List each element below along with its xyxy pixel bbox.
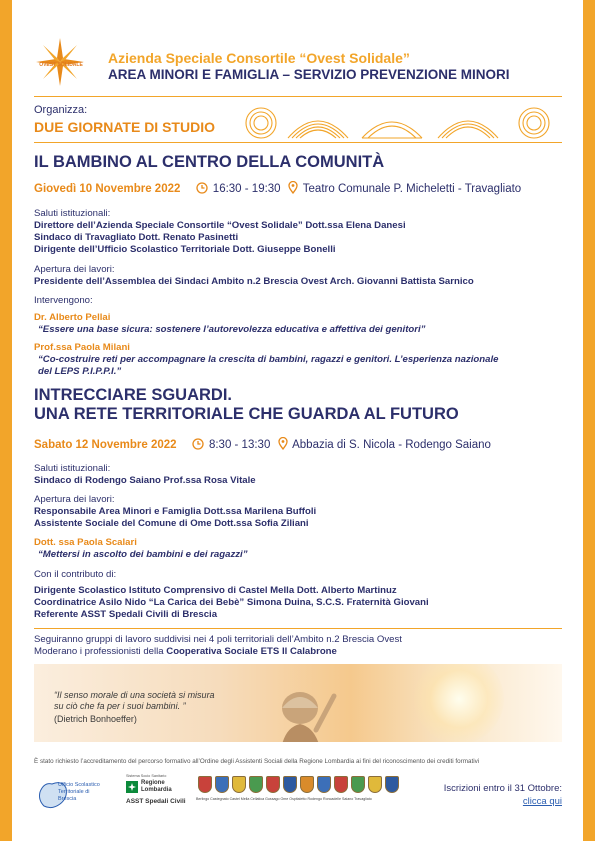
closing-line [34, 646, 562, 658]
divider [34, 142, 562, 143]
decorative-arches-icon [244, 106, 564, 140]
day1-intervengono [34, 295, 562, 307]
crest-icon [249, 776, 263, 793]
flyer-page [22, 0, 573, 841]
regione-rose-icon [126, 781, 138, 793]
day1-place: Teatro Comunale P. Micheletti - Travagliato [302, 183, 522, 195]
saluti-item: Dirigente dell’Ufficio Scolastico Territoriale Dott. Giuseppe Bonelli [34, 244, 336, 255]
crest-icon [368, 776, 382, 793]
apertura-label: Apertura dei lavori: [34, 494, 115, 505]
child-silhouette-icon [272, 678, 342, 742]
logo-text: OVEST SOLIDALE [39, 62, 83, 68]
location-pin-icon [278, 437, 288, 450]
ust-brescia-logo [36, 774, 106, 816]
child-sunset-photo [34, 664, 562, 742]
regione-small-text: Sistema Socio Sanitario [126, 774, 167, 778]
quote-text [54, 690, 215, 712]
municipality-crests [198, 776, 399, 793]
clock-icon [192, 438, 204, 450]
day1-speaker2 [34, 342, 562, 378]
crest-icon [300, 776, 314, 793]
day2-time: 8:30 - 13:30 [208, 439, 271, 451]
organizza-label: Organizza: [34, 104, 88, 116]
speaker-name: Dr. Alberto Pellai [34, 312, 111, 323]
crest-icon [215, 776, 229, 793]
asst-logo-text: ASST Spedali Civili [126, 798, 186, 805]
day2-title-line2: UNA RETE TERRITORIALE CHE GUARDA AL FUTURO [34, 405, 459, 423]
quote-author: (Dietrich Bonhoeffer) [54, 714, 137, 724]
day1-dateline [34, 181, 521, 195]
day2-contributo [34, 569, 562, 621]
contributo-item: Dirigente Scolastico Istituto Comprensivo di Castel Mella Dott. Alberto Martinuz [34, 585, 397, 596]
day1-apertura [34, 264, 562, 288]
organization-department: AREA MINORI E FAMIGLIA – SERVIZIO PREVENZIONE MINORI [108, 67, 510, 82]
apertura-item: Assistente Sociale del Comune di Ome Dott.ssa Sofia Ziliani [34, 518, 309, 529]
contributo-item: Referente ASST Spedali Civili di Brescia [34, 609, 218, 620]
registration-info [430, 783, 562, 807]
registration-deadline: Iscrizioni entro il 31 Ottobre: [443, 783, 562, 794]
crest-icon [385, 776, 399, 793]
talk-title: “Essere una base sicura: sostenere l’autorevolezza educativa e affettiva dei genitori” [38, 324, 426, 335]
intervengono-label: Intervengono: [34, 295, 93, 306]
register-link[interactable]: clicca qui [522, 796, 562, 807]
divider [34, 96, 562, 97]
talk-title: “Mettersi in ascolto dei bambini e dei ragazzi” [38, 549, 248, 560]
left-orange-border [0, 0, 12, 841]
crest-icon [334, 776, 348, 793]
accreditation-note: È stato richiesto l’accreditamento del percorso formativo all’Ordine degli Assistenti Sociali della Regione Lombardia ai fini del riconoscimento dei crediti formativi [34, 758, 480, 765]
quote-line: su ciò che fa per i suoi bambini. ” [54, 701, 186, 711]
crest-icon [351, 776, 365, 793]
speaker-name: Dott. ssa Paola Scalari [34, 537, 137, 548]
saluti-item: Sindaco di Travagliato Dott. Renato Pasinetti [34, 232, 239, 243]
location-pin-icon [288, 181, 298, 194]
crest-icon [232, 776, 246, 793]
day1-date: Giovedì 10 Novembre 2022 [34, 183, 181, 195]
day2-saluti [34, 463, 562, 487]
contributo-label: Con il contributo di: [34, 569, 117, 580]
day2-apertura [34, 494, 562, 530]
day2-title-line1: INTRECCIARE SGUARDI. [34, 386, 233, 404]
talk-title: del LEPS P.I.P.P.I.” [38, 366, 122, 377]
municipality-names: Berlingo Castegnato Castel Mella Cellatica Gussago Ome Ospitaletto Rodengo Roncadelle Saiano Travagliato [196, 797, 372, 801]
ust-logo-text: Ufficio Scolastico Territoriale di Brescia [58, 782, 100, 802]
day2-speaker [34, 537, 562, 561]
day2-dateline [34, 437, 491, 451]
apertura-label: Apertura dei lavori: [34, 264, 115, 275]
regione-lombardia-logo [126, 774, 190, 818]
apertura-item: Presidente dell’Assemblea dei Sindaci Ambito n.2 Brescia Ovest Arch. Giovanni Battista Sarnico [34, 276, 474, 287]
crest-icon [317, 776, 331, 793]
day1-saluti [34, 208, 562, 256]
quote-line: “Il senso morale di una società si misura [54, 690, 215, 700]
crest-icon [198, 776, 212, 793]
day1-time: 16:30 - 19:30 [212, 183, 281, 195]
contributo-item: Coordinatrice Asilo Nido “La Carica dei Bebè” Simona Duina, S.C.S. Fraternità Giovani [34, 597, 429, 608]
event-heading: DUE GIORNATE DI STUDIO [34, 119, 215, 135]
day2-place: Abbazia di S. Nicola - Rodengo Saiano [292, 439, 491, 451]
organization-name: Azienda Speciale Consortile “Ovest Solidale” [108, 50, 410, 66]
day1-speaker1 [34, 312, 562, 336]
crest-icon [266, 776, 280, 793]
saluti-label: Saluti istituzionali: [34, 463, 111, 474]
apertura-item: Responsabile Area Minori e Famiglia Dott.ssa Marilena Buffoli [34, 506, 317, 517]
regione-logo-text: Regione Lombardia [141, 780, 172, 793]
crest-icon [283, 776, 297, 793]
right-orange-border [583, 0, 595, 841]
saluti-item: Sindaco di Rodengo Saiano Prof.ssa Rosa Vitale [34, 475, 256, 486]
closing-notes [34, 634, 562, 658]
saluti-label: Saluti istituzionali: [34, 208, 111, 219]
divider [34, 628, 562, 629]
sun-glow [414, 664, 504, 742]
clock-icon [196, 182, 208, 194]
speaker-name: Prof.ssa Paola Milani [34, 342, 130, 353]
closing-line: Seguiranno gruppi di lavoro suddivisi nei 4 poli territoriali dell’Ambito n.2 Brescia Ovest [34, 634, 402, 645]
saluti-item: Direttore dell’Azienda Speciale Consortile “Ovest Solidale” Dott.ssa Elena Danesi [34, 220, 406, 231]
talk-title: “Co-costruire reti per accompagnare la crescita di bambini, ragazzi e genitori. L’esperienza nazionale [38, 354, 499, 365]
day2-date: Sabato 12 Novembre 2022 [34, 439, 177, 451]
closing-prefix: Moderano i professionisti della [34, 646, 167, 657]
day1-title: IL BAMBINO AL CENTRO DELLA COMUNITÀ [34, 153, 385, 171]
closing-cooperative: Cooperativa Sociale ETS Il Calabrone [166, 646, 337, 657]
